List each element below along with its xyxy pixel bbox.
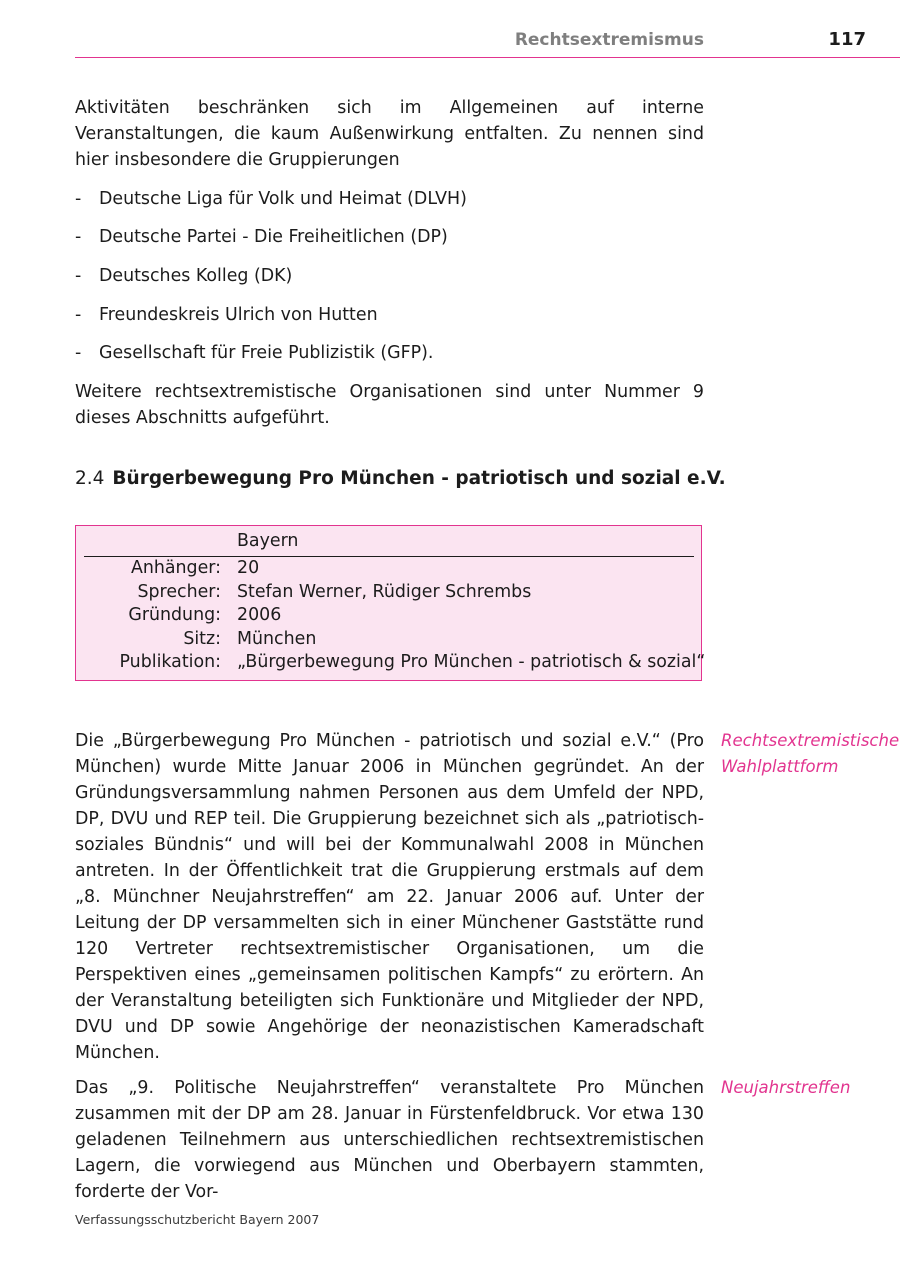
fact-label: Gründung:	[128, 605, 221, 625]
fact-row	[76, 558, 703, 582]
fact-value: „Bürgerbewegung Pro München - patriotisch & sozial“	[237, 652, 706, 672]
page-footer: Verfassungsschutzbericht Bayern 2007	[75, 1212, 320, 1227]
group-list	[75, 186, 704, 367]
list-item	[75, 186, 704, 212]
intro-block	[75, 95, 704, 431]
list-item	[75, 302, 704, 328]
fact-row	[76, 582, 703, 606]
intro-closing-paragraph: Weitere rechtsextremistische Organisationen sind unter Nummer 9 dieses Abschnitts aufgeführt.	[75, 381, 704, 428]
fact-box-divider	[84, 556, 694, 557]
list-item	[75, 224, 704, 250]
fact-row	[76, 629, 703, 653]
fact-label: Sitz:	[183, 628, 221, 649]
intro-paragraph: Aktivitäten beschränken sich im Allgemeinen auf interne Veranstaltungen, die kaum Außenwirkung entfalten. Zu nennen sind hier insbesondere die Gruppierungen	[75, 98, 704, 170]
body-text: Die „Bürgerbewegung Pro München - patriotisch und sozial e.V.“ (Pro München) wurde Mitte Januar 2006 in München gegründet. An der Gründungsversammlung nahmen Personen aus dem Umfeld der NPD, DP, DVU und REP teil. Die Gruppierung bezeichnet sich als „patriotisch-soziales Bündnis“ und will bei der Kommunalwahl 2008 in München antreten. In der Öffentlichkeit trat die Gruppierung erstmals auf dem „8. Münchner Neujahrstreffen“ am 22. Januar 2006 auf. Unter der Leitung der DP versammelten sich in einer Münchener Gaststätte rund 120 Vertreter rechtsextremistischer Organisationen, um die Perspektiven eines „gemeinsamen politischen Kampfs“ zu erörtern. An der Veranstaltung beteiligten sich Funktionäre und Mitglieder der NPD, DVU und DP sowie Angehörige der neonazistischen Kameradschaft München.	[75, 731, 704, 1063]
section-heading	[75, 468, 726, 489]
list-item-text: Gesellschaft für Freie Publizistik (GFP).	[99, 343, 434, 364]
list-item-text: Deutsche Partei - Die Freiheitlichen (DP)	[99, 227, 448, 248]
list-dash: -	[75, 265, 82, 286]
running-header	[75, 28, 900, 58]
list-item-text: Freundeskreis Ulrich von Hutten	[99, 304, 378, 325]
fact-box	[75, 525, 706, 681]
section-number: 2.4	[75, 468, 105, 489]
list-dash: -	[75, 227, 82, 248]
list-item-text: Deutsche Liga für Volk und Heimat (DLVH)	[99, 188, 467, 209]
fact-value: 2006	[237, 605, 282, 625]
running-title: Rechtsextremismus	[514, 30, 704, 50]
fact-value: Stefan Werner, Rüdiger Schrembs	[237, 581, 532, 602]
margin-note: Neujahrstreffen	[721, 1078, 851, 1097]
list-dash: -	[75, 304, 82, 325]
page-number: 117	[828, 29, 866, 50]
fact-label: Anhänger:	[130, 558, 221, 578]
fact-value: München	[237, 628, 317, 649]
list-dash: -	[75, 188, 82, 209]
list-item	[75, 263, 704, 289]
fact-label: Publikation:	[119, 652, 221, 672]
body-paragraph-1	[75, 728, 704, 1066]
list-dash: -	[75, 343, 82, 364]
margin-note: Rechtsextremistische Wahlplattform	[721, 731, 900, 776]
list-item-text: Deutsches Kolleg (DK)	[99, 265, 293, 286]
list-item	[75, 340, 704, 366]
fact-value: 20	[237, 558, 260, 578]
body-paragraph-2	[75, 1075, 704, 1205]
fact-row	[76, 652, 706, 676]
fact-row	[76, 605, 703, 629]
section-title: Bürgerbewegung Pro München - patriotisch und sozial e.V.	[112, 468, 726, 489]
fact-label: Sprecher:	[137, 581, 221, 602]
body-text: Das „9. Politische Neujahrstreffen“ veranstaltete Pro München zusammen mit der DP am 28. Januar in Fürstenfeldbruck. Vor etwa 130 geladenen Teilnehmern aus unterschiedlichen rechtsextremistischen Lagern, die vorwiegend aus München und Oberbayern stammten, forderte der Vor-	[75, 1078, 704, 1202]
fact-box-region: Bayern	[237, 531, 299, 551]
